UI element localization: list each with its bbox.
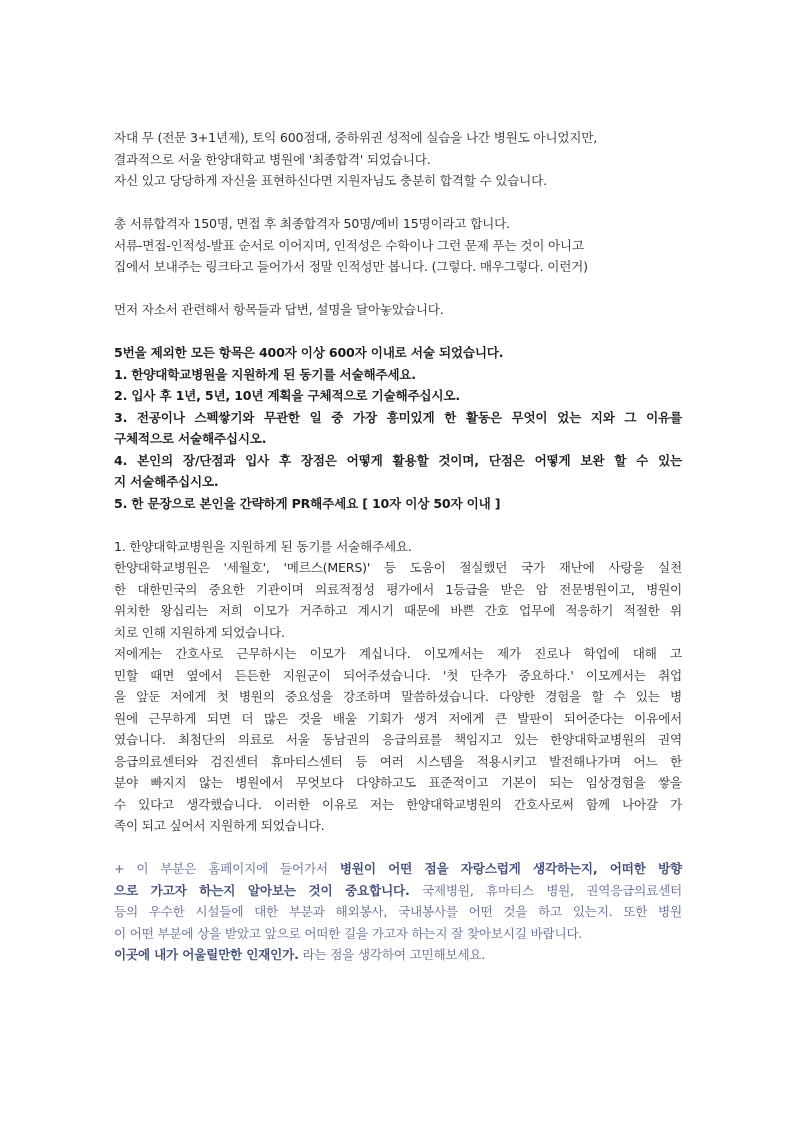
intro-line: 자신 있고 당당하게 자신을 표현하신다면 지원자님도 충분히 합격할 수 있습니다. — [114, 173, 547, 188]
tip-line — [114, 858, 682, 880]
process-paragraph — [114, 213, 682, 278]
question-item: 2. 입사 후 1년, 5년, 10년 계획을 구체적으로 기술해주십시오. — [114, 388, 460, 403]
question-item: 5. 한 문장으로 본인을 간략하게 PR해주세요 [ 10자 이상 50자 이내 ] — [114, 495, 501, 511]
answer-line: 수 있다고 생각했습니다. 이러한 이유로 저는 한양대학교병원의 간호사로써 함께 나아갈 가 — [114, 796, 682, 812]
question-item: 구체적으로 서술해주십시오. — [114, 431, 267, 446]
answer-line: 응급의료센터와 검진센터 휴마티스센터 등 여러 시스템을 적용시키고 발전해나가며 어느 한 — [114, 753, 682, 769]
document-body — [114, 127, 682, 966]
answer-line: 위치한 왕십리는 저희 이모가 거주하고 계시기 때문에 바쁜 간호 업무에 적응하기 적절한 위 — [114, 603, 682, 618]
tip-paragraph — [114, 858, 682, 966]
question-item: 3. 전공이나 스펙쌓기와 무관한 일 중 가장 흥미있게 한 활동은 무엇이 었는 지와 그 이유를 — [114, 409, 682, 425]
answer-line: 원에 근무하게 되면 더 많은 것을 배울 기회가 생겨 저에게 큰 발판이 되어준다는 이유에서 — [114, 710, 682, 726]
answer-heading: 1. 한양대학교병원을 지원하게 된 동기를 서술해주세요. — [114, 538, 412, 554]
tip-line: 등의 우수한 시설들에 대한 부분과 해외봉사, 국내봉사를 어떤 것을 하고 있는지. 또한 병원 — [114, 904, 682, 919]
tip-highlight: 으로 가고자 하는지 알아보는 것이 중요합니다. — [114, 882, 410, 898]
spacer — [114, 514, 682, 536]
tip-text: + 이 부분은 홈페이지에 들어가서 — [114, 861, 340, 876]
questions-list — [114, 342, 682, 514]
tip-line — [114, 944, 682, 966]
tip-text: 국제병원, 휴마티스 병원, 권역응급의료센터 — [409, 882, 683, 898]
spacer — [114, 837, 682, 859]
answer-line: 을 앞둔 저에게 첫 병원의 중요성을 강조하며 말씀하셨습니다. 다양한 경험을 할 수 있는 병 — [114, 689, 682, 704]
tip-highlight: 병원이 어떤 점을 자랑스럽게 생각하는지, 어떠한 방향 — [339, 861, 683, 876]
notice-line: 먼저 자소서 관련해서 항목들과 답변, 설명을 달아놓았습니다. — [114, 302, 444, 317]
process-line: 서류-면접-인적성-발표 순서로 이어지며, 인적성은 수학이나 그런 문제 푸는 것이 아니고 — [114, 237, 584, 253]
tip-highlight: 이곳에 내가 어울릴만한 인재인가. — [114, 947, 299, 962]
intro-line: 결과적으로 서울 한양대학교 병원에 '최종합격' 되었습니다. — [114, 151, 431, 167]
answer-line: 였습니다. 최첨단의 의료로 서울 동남권의 응급의료를 책임지고 있는 한양대학교병원의 권역 — [114, 732, 682, 747]
answer-line: 분야 빠지지 않는 병원에서 무엇보다 다양하고도 표준적이고 기본이 되는 임상경험을 쌓을 — [114, 775, 682, 790]
question-item: 지 서술해주십시오. — [114, 474, 219, 489]
answer-line: 치로 인해 지원하게 되었습니다. — [114, 624, 285, 640]
answer-1 — [114, 536, 682, 837]
tip-text: 라는 점을 생각하여 고민해보세요. — [298, 947, 486, 962]
answer-line: 민할 때면 옆에서 든든한 지원군이 되어주셨습니다. '첫 단추가 중요하다.' 이모께서는 취업 — [114, 667, 682, 683]
spacer — [114, 321, 682, 343]
answer-line: 한 대한민국의 중요한 기관이며 의료적정성 평가에서 1등급을 받은 암 전문병원이고, 병원이 — [114, 581, 682, 597]
answer-line: 저에게는 간호사로 근무하시는 이모가 계십니다. 이모께서는 제가 진로나 학업에 대해 고 — [114, 646, 682, 661]
intro-line: 자대 무 (전문 3+1년제), 토익 600점대, 중하위권 성적에 실습을 나간 병원도 아니었지만, — [114, 130, 598, 145]
spacer — [114, 192, 682, 214]
answer-line: 한양대학교병원은 '세월호', '메르스(MERS)' 등 도움이 절실했던 국가 재난에 사랑을 실천 — [114, 560, 682, 575]
spacer — [114, 278, 682, 300]
intro-paragraph — [114, 127, 682, 192]
answer-line: 족이 되고 싶어서 지원하게 되었습니다. — [114, 818, 325, 833]
question-item: 1. 한양대학교병원을 지원하게 된 동기를 서술해주세요. — [114, 366, 416, 382]
questions-note: 5번을 제외한 모든 항목은 400자 이상 600자 이내로 서술 되었습니다. — [114, 345, 504, 360]
process-line: 총 서류합격자 150명, 면접 후 최종합격자 50명/예비 15명이라고 합니다. — [114, 216, 510, 231]
tip-line: 이 어떤 부분에 상을 받았고 앞으로 어떠한 길을 가고자 하는지 잘 찾아보시길 바랍니다. — [114, 925, 583, 941]
question-item: 4. 본인의 장/단점과 입사 후 장점은 어떻게 활용할 것이며, 단점은 어떻게 보완 할 수 있는 — [114, 452, 682, 468]
tip-line — [114, 880, 682, 902]
process-line: 집에서 보내주는 링크타고 들어가서 정말 인적성만 봅니다. (그렇다. 매우그렇다. 이런거) — [114, 259, 588, 274]
